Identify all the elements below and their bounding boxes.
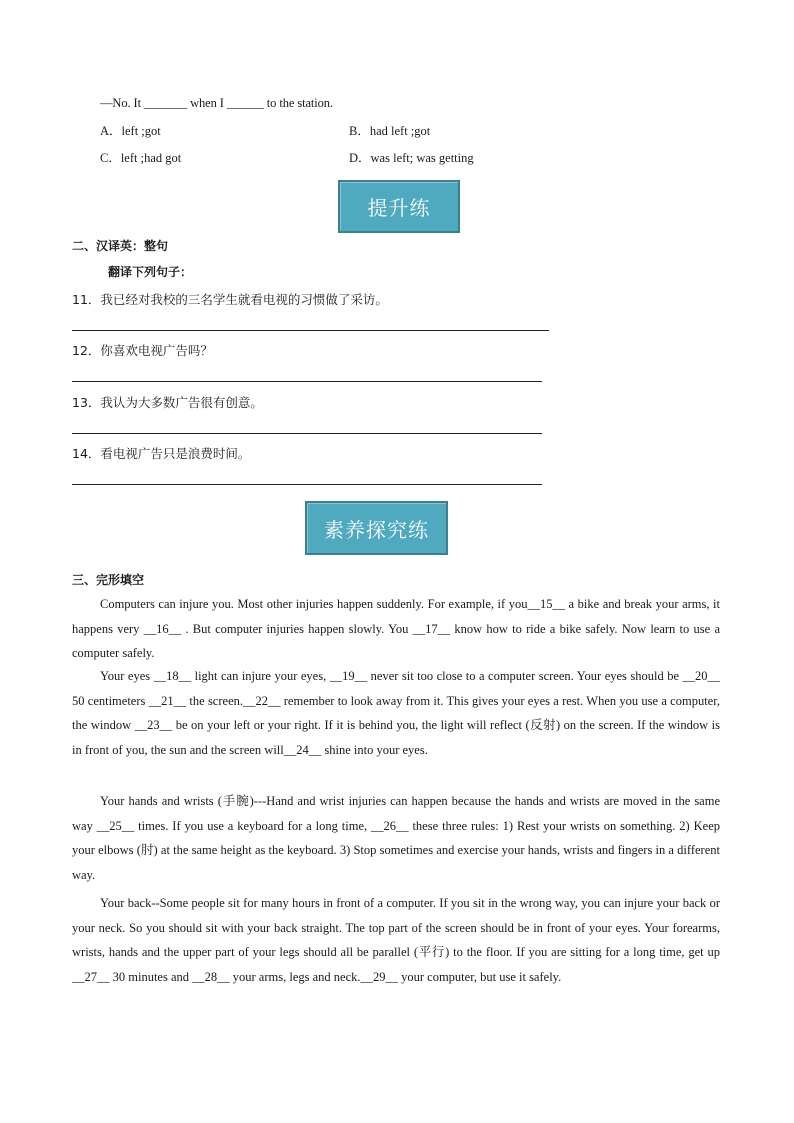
mc-option-a: A．left ;got [100,124,161,138]
mc-option-c: C．left ;had got [100,151,182,165]
answer-line-12[interactable] [72,381,542,382]
cloze-paragraph-1: Computers can injure you. Most other injuries happen suddenly. For example, if you__15__ a bike and break your arms, it happens very __16__ . But computer injuries happen slowly. You __17__ know how to ride a bike safely. Now learn to use a computer safely. [72,597,720,661]
mc-option-d: D．was left; was getting [349,151,474,165]
translation-question-11: 11．我已经对我校的三名学生就看电视的习惯做了采访。 [72,292,388,307]
answer-line-14[interactable] [72,484,542,485]
translation-question-14: 14．看电视广告只是浪费时间。 [72,446,251,461]
section-banner-literacy: 素养探究练 [305,501,448,555]
cloze-paragraph-4: Your back--Some people sit for many hours in front of a computer. If you sit in the wrong way, you can injure your back or your neck. So you should sit with your back straight. The top part of the screen should be in front of your eyes. Your forearms, wrists, hands and the upper part of your legs should all be parallel (平行) to the floor. If you are sitting for a long time, get up __27__ 30 minutes and __28__ your arms, legs and neck.__29__ your computer, but use it safely. [72,896,720,984]
cloze-paragraph-2: Your eyes __18__ light can injure your eyes, __19__ never sit too close to a computer screen. Your eyes should be __20__ 50 centimeters __21__ the screen.__22__ remember to look away from it. This gives your eyes a rest. When you use a computer, the window __23__ be on your left or your right. If it is behind you, the light will reflect (反射) on the screen. If the window is in front of you, the sun and the screen will__24__ shine into your eyes. [72,669,720,757]
translation-question-13: 13．我认为大多数广告很有创意。 [72,395,263,410]
section-3-heading: 三、完形填空 [72,573,145,587]
answer-line-11[interactable] [72,330,549,331]
mc-question-stem: —No. It _______ when I ______ to the station. [100,96,333,110]
section-2-instruction: 翻译下列句子： [108,265,193,279]
section-2-heading: 二、汉译英：整句 [72,239,169,253]
mc-option-b: B．had left ;got [349,124,431,138]
section-banner-practice: 提升练 [338,180,460,233]
translation-question-12: 12．你喜欢电视广告吗？ [72,343,213,358]
answer-line-13[interactable] [72,433,542,434]
cloze-paragraph-3: Your hands and wrists (手腕)---Hand and wrist injuries can happen because the hands and wrists are moved in the same way __25__ times. If you use a keyboard for a long time, __26__ these three rules: 1) Rest your wrists on something. 2) Keep your elbows (肘) at the same height as the keyboard. 3) Stop sometimes and exercise your hands, wrists and fingers in a different way. [72,794,720,882]
